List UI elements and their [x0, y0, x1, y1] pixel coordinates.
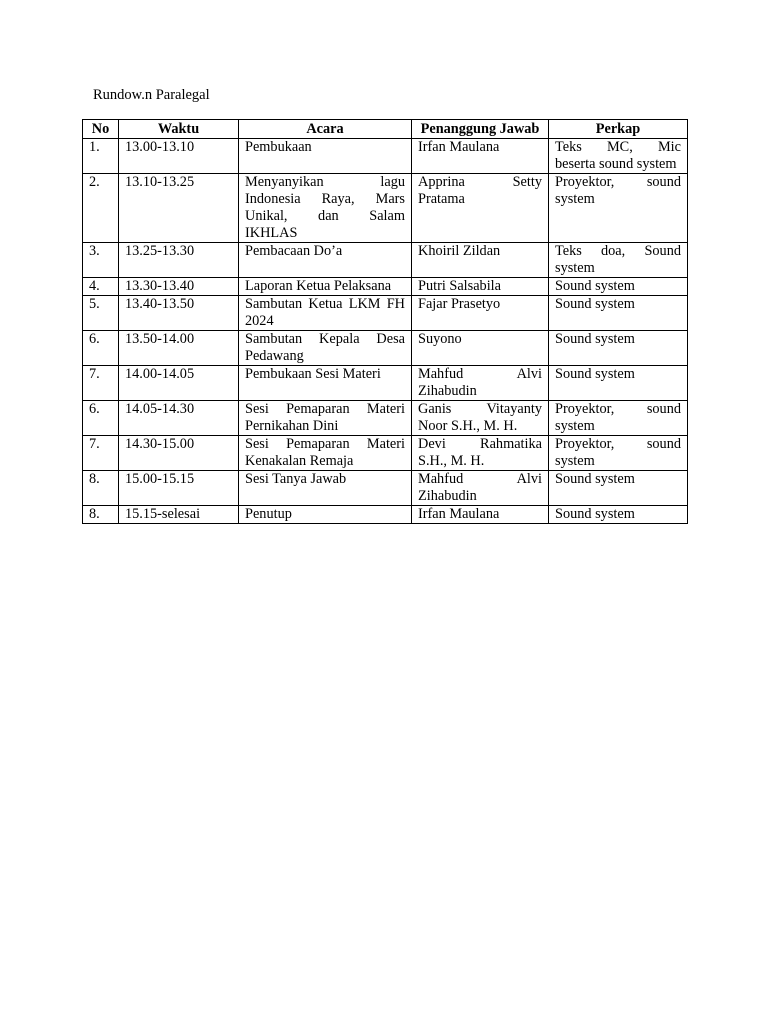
- table-row: [83, 506, 688, 524]
- header-waktu: Waktu: [119, 120, 239, 139]
- table-row: [83, 331, 688, 366]
- table-row: [83, 366, 688, 401]
- header-no: No: [83, 120, 119, 139]
- cell-penanggung-jawab: Apprina Setty Pratama: [412, 174, 549, 243]
- cell-acara: Sambutan Kepala Desa Pedawang: [239, 331, 412, 366]
- cell-waktu: 13.50-14.00: [119, 331, 239, 366]
- cell-penanggung-jawab: Irfan Maulana: [412, 139, 549, 174]
- cell-no: 7.: [83, 366, 119, 401]
- cell-no: 7.: [83, 436, 119, 471]
- cell-penanggung-jawab: Irfan Maulana: [412, 506, 549, 524]
- cell-penanggung-jawab: Ganis Vitayanty Noor S.H., M. H.: [412, 401, 549, 436]
- cell-perkap: Proyektor, sound system: [549, 436, 688, 471]
- cell-penanggung-jawab: Khoiril Zildan: [412, 243, 549, 278]
- rundown-table: [82, 119, 688, 524]
- page-title: Rundow.n Paralegal: [93, 87, 210, 103]
- cell-acara: Pembacaan Do’a: [239, 243, 412, 278]
- cell-acara: Sesi Pemaparan Materi Kenakalan Remaja: [239, 436, 412, 471]
- cell-no: 8.: [83, 506, 119, 524]
- cell-acara: Sesi Pemaparan Materi Pernikahan Dini: [239, 401, 412, 436]
- cell-no: 4.: [83, 278, 119, 296]
- cell-penanggung-jawab: Suyono: [412, 331, 549, 366]
- table-row: [83, 401, 688, 436]
- cell-perkap: Proyektor, sound system: [549, 401, 688, 436]
- cell-waktu: 13.25-13.30: [119, 243, 239, 278]
- table-row: [83, 471, 688, 506]
- cell-waktu: 13.30-13.40: [119, 278, 239, 296]
- cell-penanggung-jawab: Mahfud Alvi Zihabudin: [412, 471, 549, 506]
- table-row: [83, 243, 688, 278]
- cell-waktu: 13.10-13.25: [119, 174, 239, 243]
- cell-no: 8.: [83, 471, 119, 506]
- table-row: [83, 436, 688, 471]
- cell-waktu: 15.15-selesai: [119, 506, 239, 524]
- cell-no: 2.: [83, 174, 119, 243]
- cell-waktu: 13.40-13.50: [119, 296, 239, 331]
- cell-waktu: 13.00-13.10: [119, 139, 239, 174]
- cell-perkap: Teks MC, Mic beserta sound system: [549, 139, 688, 174]
- table-row: [83, 174, 688, 243]
- cell-perkap: Proyektor, sound system: [549, 174, 688, 243]
- cell-perkap: Sound system: [549, 296, 688, 331]
- cell-no: 6.: [83, 331, 119, 366]
- cell-acara: Pembukaan: [239, 139, 412, 174]
- cell-penanggung-jawab: Fajar Prasetyo: [412, 296, 549, 331]
- cell-acara: Sambutan Ketua LKM FH 2024: [239, 296, 412, 331]
- header-perkap: Perkap: [549, 120, 688, 139]
- cell-waktu: 14.05-14.30: [119, 401, 239, 436]
- cell-perkap: Sound system: [549, 366, 688, 401]
- cell-penanggung-jawab: Devi Rahmatika S.H., M. H.: [412, 436, 549, 471]
- table-row: [83, 139, 688, 174]
- header-acara: Acara: [239, 120, 412, 139]
- cell-acara: Laporan Ketua Pelaksana: [239, 278, 412, 296]
- cell-perkap: Teks doa, Sound system: [549, 243, 688, 278]
- cell-acara: Menyanyikan lagu Indonesia Raya, Mars Unikal, dan Salam IKHLAS: [239, 174, 412, 243]
- cell-penanggung-jawab: Putri Salsabila: [412, 278, 549, 296]
- header-penanggung-jawab: Penanggung Jawab: [412, 120, 549, 139]
- cell-perkap: Sound system: [549, 506, 688, 524]
- table-row: [83, 296, 688, 331]
- table-header-row: [83, 120, 688, 139]
- cell-no: 5.: [83, 296, 119, 331]
- cell-perkap: Sound system: [549, 471, 688, 506]
- cell-waktu: 14.30-15.00: [119, 436, 239, 471]
- cell-acara: Sesi Tanya Jawab: [239, 471, 412, 506]
- cell-waktu: 15.00-15.15: [119, 471, 239, 506]
- cell-perkap: Sound system: [549, 278, 688, 296]
- cell-acara: Penutup: [239, 506, 412, 524]
- cell-no: 3.: [83, 243, 119, 278]
- table-row: [83, 278, 688, 296]
- cell-waktu: 14.00-14.05: [119, 366, 239, 401]
- cell-penanggung-jawab: Mahfud Alvi Zihabudin: [412, 366, 549, 401]
- cell-perkap: Sound system: [549, 331, 688, 366]
- cell-no: 1.: [83, 139, 119, 174]
- cell-no: 6.: [83, 401, 119, 436]
- cell-acara: Pembukaan Sesi Materi: [239, 366, 412, 401]
